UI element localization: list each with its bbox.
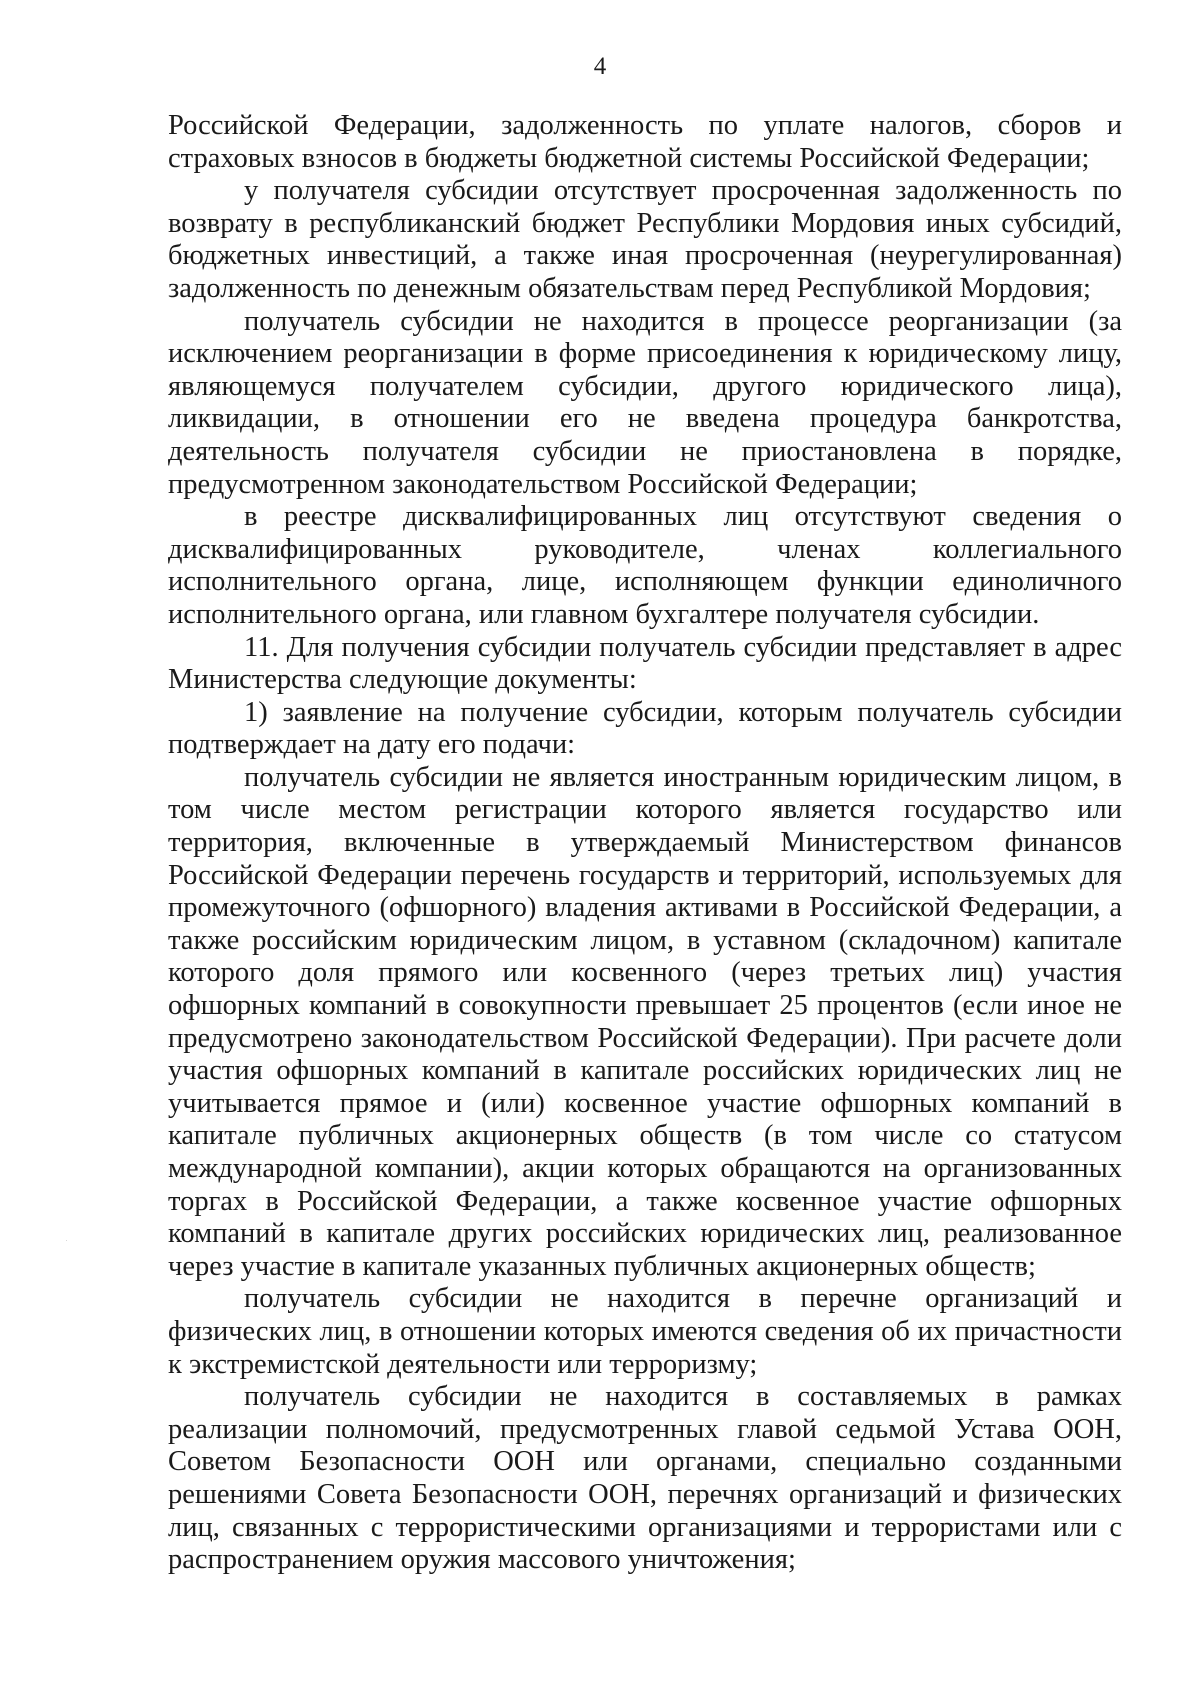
page-number: 4 — [593, 53, 607, 80]
paragraph-continuation: Российской Федерации, задолженность по уплате налогов, сборов и страховых взносов в бюджеты бюджетной системы Российской Федерации; — [168, 110, 1122, 174]
paragraph-not-foreign-entity: получатель субсидии не является иностранным юридическим лицом, в том числе местом регистрации которого является государство или территория, включенные в утверждаемый Министерством финансов Российской Федерации перечень государств и территорий, используемых для промежуточного (офшорного) владения активами в Российской Федерации, а также российским юридическим лицом, в уставном (складочном) капитале которого доля прямого или косвенного (через третьих лиц) участия офшорных компаний в совокупности превышает 25 процентов (если иное не предусмотрено законодательством Российской Федерации). При расчете доли участия офшорных компаний в капитале российских юридических лиц не учитывается прямое и (или) косвенное участие офшорных компаний в капитале публичных акционерных обществ (в том числе со статусом международной компании), акции которых обращаются на организованных торгах в Российской Федерации, а также косвенное участие офшорных компаний в капитале других российских юридических лиц, реализованное через участие в капитале указанных публичных акционерных обществ; — [168, 761, 1122, 1282]
paragraph-disqualified-registry: в реестре дисквалифицированных лиц отсутствуют сведения о дисквалифицированных руководителе, членах коллегиального исполнительного органа, лице, исполняющем функции единоличного исполнительного органа, или главном бухгалтере получателя субсидии. — [168, 501, 1122, 630]
paragraph-no-overdue-debt: у получателя субсидии отсутствует просроченная задолженность по возврату в республиканский бюджет Республики Мордовия иных субсидий, бюджетных инвестиций, а также иная просроченная (неурегулированная) задолженность по денежным обязательствам перед Республикой Мордовия; — [168, 175, 1122, 304]
paragraph-subitem-1: 1) заявление на получение субсидии, которым получатель субсидии подтверждает на дату его подачи: — [168, 696, 1122, 761]
paragraph-not-extremist-list: получатель субсидии не находится в перечне организаций и физических лиц, в отношении которых имеются сведения об их причастности к экстремистской деятельности или терроризму; — [168, 1283, 1122, 1380]
paragraph-not-un-list: получатель субсидии не находится в составляемых в рамках реализации полномочий, предусмотренных главой седьмой Устава ООН, Советом Безопасности ООН или органами, специально созданными решениями Совета Безопасности ООН, перечнях организаций и физических лиц, связанных с террористическими организациями и террористами или с распространением оружия массового уничтожения; — [168, 1381, 1122, 1576]
paragraph-no-reorganization: получатель субсидии не находится в процессе реорганизации (за исключением реорганизации в форме присоединения к юридическому лицу, являющемуся получателем субсидии, другого юридического лица), ликвидации, в отношении его не введена процедура банкротства, деятельность получателя субсидии не приостановлена в порядке, предусмотренном законодательством Российской Федерации; — [168, 305, 1122, 500]
document-body — [168, 110, 1122, 1577]
paragraph-item-11: 11. Для получения субсидии получатель субсидии представляет в адрес Министерства следующие документы: — [168, 631, 1122, 696]
scan-speck — [66, 1240, 67, 1241]
